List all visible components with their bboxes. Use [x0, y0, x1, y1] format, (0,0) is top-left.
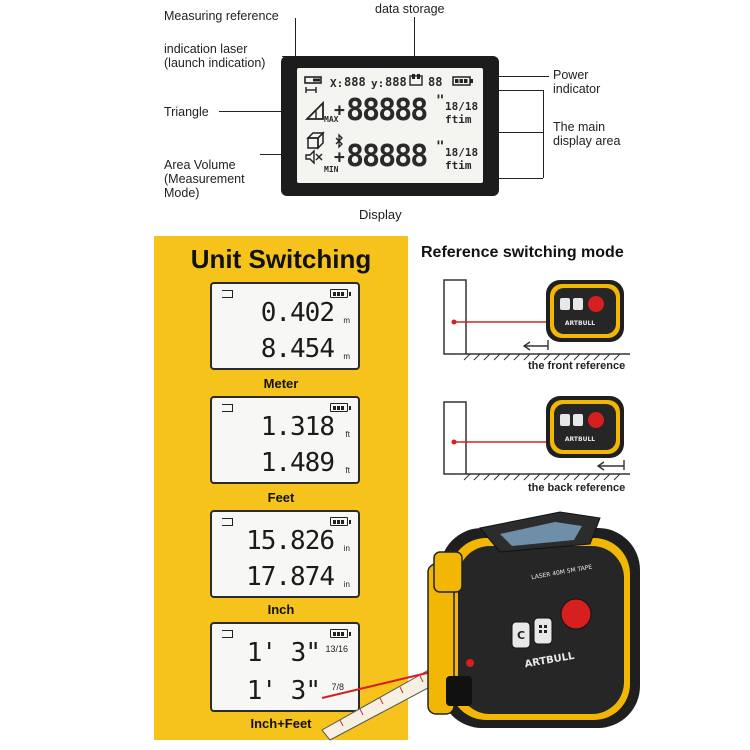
reference-icon	[222, 290, 233, 298]
caption-feet: Feet	[267, 490, 295, 505]
lcd-main-value-1: 88888	[346, 93, 427, 128]
data-storage-icon	[409, 73, 423, 87]
lcd-unit-line2: in	[343, 580, 350, 589]
callout-measuring-reference: Measuring reference	[164, 9, 279, 23]
lcd-reading-line2: 1.489	[260, 448, 334, 478]
lcd-reading-line2: 1' 3"	[246, 676, 320, 706]
lcd-small-digits: 88	[428, 75, 443, 89]
lcd-unit-2: ftim	[445, 159, 472, 172]
laser-indicator-icon	[304, 75, 326, 97]
lcd-fraction-1: 18/18	[445, 100, 479, 113]
svg-text:ARTBULL: ARTBULL	[564, 436, 596, 443]
callout-data-storage: data storage	[375, 2, 445, 16]
lcd-reading-line1: 0.402	[260, 298, 334, 328]
svg-text:LASER 40M 5M TAPE: LASER 40M 5M TAPE	[530, 563, 593, 582]
lcd-unit-1: ftim	[445, 113, 472, 126]
lcd-feet	[210, 396, 360, 484]
svg-text:ARTBULL: ARTBULL	[523, 650, 576, 671]
caption-meter: Meter	[263, 376, 299, 391]
callout-indication-laser: indication laser (launch indication)	[164, 42, 266, 70]
lcd-x-value: 888	[344, 75, 366, 89]
area-volume-icon	[305, 131, 325, 151]
back-reference-diagram	[440, 390, 630, 480]
callout-main-display-area: The main display area	[553, 120, 621, 148]
lcd-sign-2: +	[334, 147, 345, 168]
lcd-x-label: X:	[330, 77, 344, 90]
caption-inch-feet: Inch+Feet	[250, 716, 312, 731]
lcd-quote-mark: "	[436, 139, 445, 155]
bluetooth-icon	[334, 134, 344, 148]
lcd-reading-line2: 17.874	[246, 562, 334, 592]
back-reference-caption: the back reference	[528, 482, 626, 494]
caption-inch: Inch	[267, 602, 295, 617]
lcd-main-value-2: 88888	[346, 139, 427, 174]
svg-text:ARTBULL: ARTBULL	[564, 320, 596, 327]
device-photo	[300, 508, 650, 740]
reference-icon	[222, 518, 233, 526]
lcd-unit-line2: 7/8	[331, 682, 344, 692]
callout-triangle: Triangle	[164, 105, 209, 119]
display-caption: Display	[359, 207, 402, 222]
lcd-reading-line2: 8.454	[260, 334, 334, 364]
battery-icon	[452, 76, 474, 86]
lcd-min-label: MIN	[324, 165, 339, 174]
unit-switching-title: Unit Switching	[190, 244, 372, 274]
lcd-unit-line1: m	[343, 316, 350, 325]
lcd-unit-line2: ft	[345, 466, 350, 475]
battery-icon	[330, 289, 348, 298]
lcd-unit-line1: in	[343, 544, 350, 553]
lcd-fraction-2: 18/18	[445, 146, 479, 159]
reference-switching-title: Reference switching mode	[421, 244, 624, 261]
lcd-unit-line2: m	[343, 352, 350, 361]
lcd-y-value: 888	[385, 75, 407, 89]
svg-text:C: C	[516, 629, 526, 642]
lcd-unit-line1: 13/16	[325, 644, 348, 654]
lcd-reading-line1: 15.826	[246, 526, 334, 556]
lcd-reading-line1: 1.318	[260, 412, 334, 442]
lcd-meter	[210, 282, 360, 370]
lcd-reading-line1: 1' 3"	[246, 638, 320, 668]
battery-icon	[330, 403, 348, 412]
front-reference-caption: the front reference	[528, 360, 626, 372]
leader-line	[543, 90, 544, 178]
reference-icon	[222, 630, 233, 638]
lcd-y-label: y:	[371, 77, 385, 90]
speaker-mute-icon	[305, 150, 323, 164]
lcd-max-label: MAX	[324, 115, 339, 124]
front-reference-diagram	[440, 270, 630, 360]
callout-power-indicator: Power indicator	[553, 68, 601, 96]
reference-icon	[222, 404, 233, 412]
lcd-quote-mark: "	[436, 93, 445, 109]
triangle-icon	[304, 100, 326, 122]
lcd-unit-line1: ft	[345, 430, 350, 439]
callout-area-volume: Area Volume (Measurement Mode)	[164, 158, 245, 200]
lcd-sign-1: +	[334, 100, 345, 121]
